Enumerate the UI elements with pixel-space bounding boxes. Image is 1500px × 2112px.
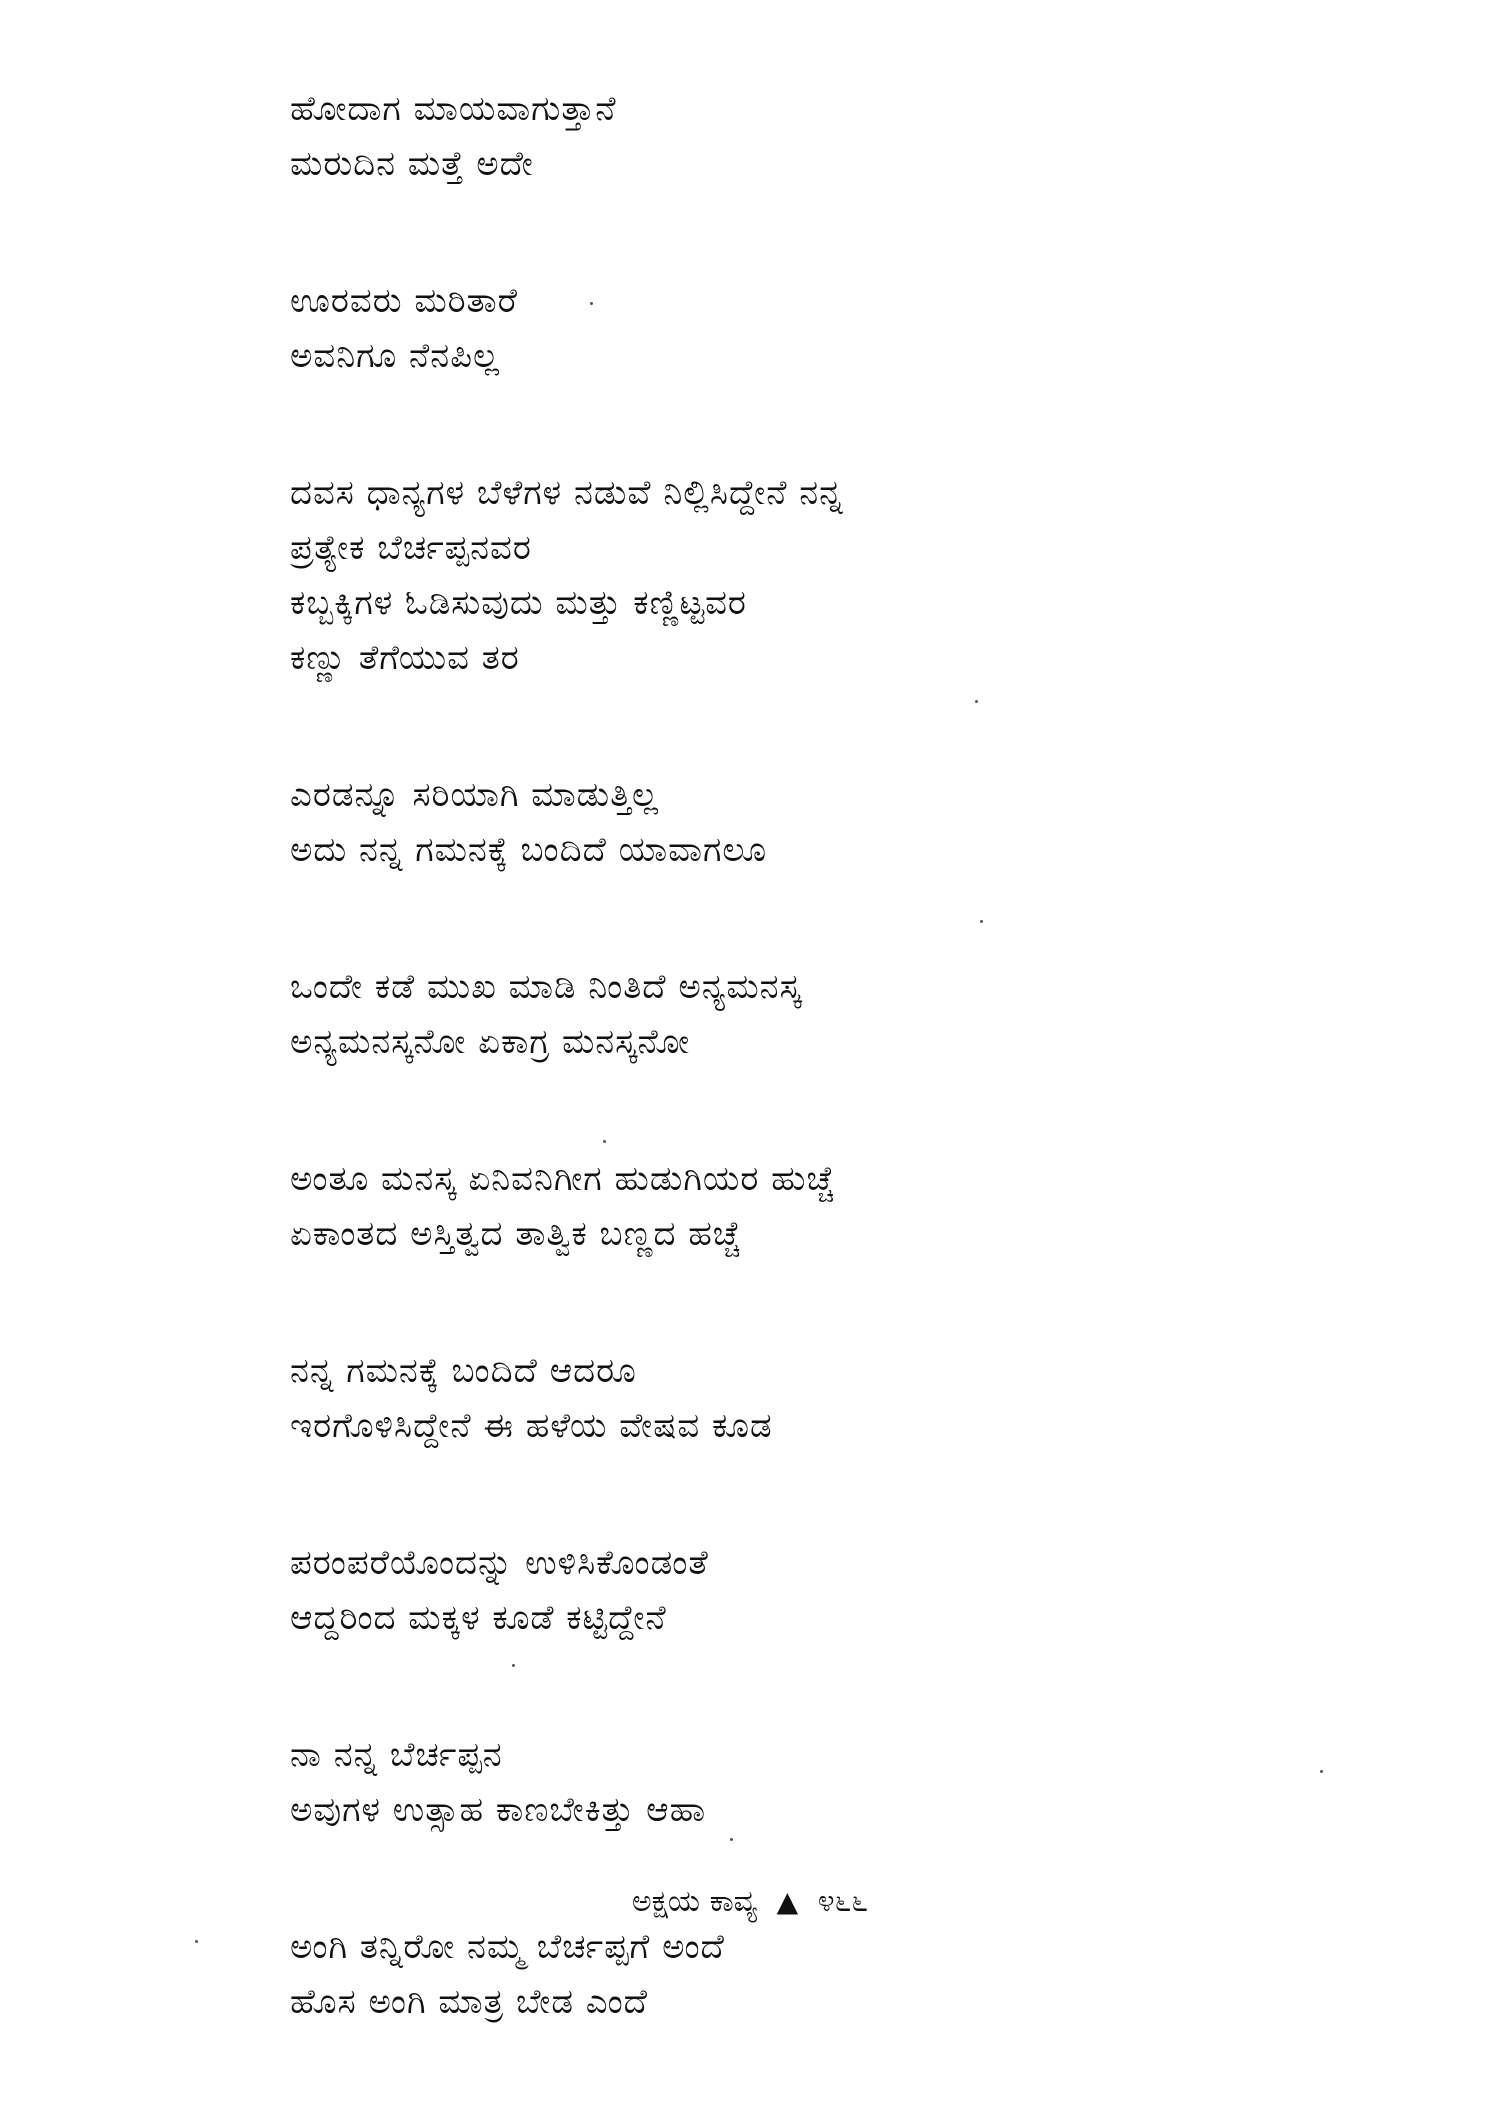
poem-body xyxy=(290,82,1290,2112)
scan-speck xyxy=(195,1940,198,1943)
poem-line: ಹೊಸ ಅಂಗಿ ಮಾತ್ರ ಬೇಡ ಎಂದೆ xyxy=(290,1982,648,2022)
stanza xyxy=(290,82,1290,192)
scan-speck xyxy=(730,1838,733,1841)
page-number: ೪೬೬ xyxy=(817,1884,869,1919)
scan-speck xyxy=(975,700,978,703)
stanza xyxy=(290,1536,1290,1646)
poem-line: ಮರುದಿನ ಮತ್ತೆ ಅದೇ xyxy=(290,144,534,184)
stanza xyxy=(290,274,1290,384)
stanza xyxy=(290,1920,1290,2030)
poem-line: ನಾ ನನ್ನ ಬೆರ್ಚಪ್ಪನ xyxy=(290,1735,503,1775)
stanza xyxy=(290,1152,1290,1262)
poem-line: ಕಬ್ಬಕ್ಕಿಗಳ ಓಡಿಸುವುದು ಮತ್ತು ಕಣ್ಣಿಟ್ಟವರ xyxy=(290,583,747,623)
triangle-separator-icon: ▲ xyxy=(776,1885,799,1918)
poem-line: ನನ್ನ ಗಮನಕ್ಕೆ ಬಂದಿದೆ ಆದರೂ xyxy=(290,1351,637,1391)
poem-line: ಅವನಿಗೂ ನೆನಪಿಲ್ಲ xyxy=(290,336,501,376)
poem-line: ಹೋದಾಗ ಮಾಯವಾಗುತ್ತಾನೆ xyxy=(290,89,617,129)
poem-line: ಏಕಾಂತದ ಅಸ್ತಿತ್ವದ ತಾತ್ವಿಕ ಬಣ್ಣದ ಹಚ್ಚೆ xyxy=(290,1214,742,1254)
scan-speck xyxy=(512,1664,515,1667)
poem-line: ಪರಂಪರೆಯೊಂದನ್ನು ಉಳಿಸಿಕೊಂಡಂತೆ xyxy=(290,1543,709,1583)
stanza xyxy=(290,768,1290,878)
book-title: ಅಕ್ಷಯ ಕಾವ್ಯ xyxy=(631,1884,758,1919)
page-footer xyxy=(0,1880,1500,1924)
poem-line: ಅನ್ಯಮನಸ್ಕನೋ ಏಕಾಗ್ರ ಮನಸ್ಕನೋ xyxy=(290,1022,691,1062)
poem-line: ಅವುಗಳ ಉತ್ಸಾಹ ಕಾಣಬೇಕಿತ್ತು ಆಹಾ xyxy=(290,1790,707,1830)
stanza xyxy=(290,1344,1290,1454)
poem-line: ಅಂಗಿ ತನ್ನಿರೋ ನಮ್ಮ ಬೆರ್ಚಪ್ಪಗೆ ಅಂದೆ xyxy=(290,1927,725,1967)
scan-speck xyxy=(603,1140,606,1143)
poem-line: ಆದ್ದರಿಂದ ಮಕ್ಕಳ ಕೂಡೆ ಕಟ್ಟಿದ್ದೇನೆ xyxy=(290,1598,667,1638)
scan-speck xyxy=(980,920,983,923)
poem-line: ದವಸ ಧಾನ್ಯಗಳ ಬೆಳೆಗಳ ನಡುವೆ ನಿಲ್ಲಿಸಿದ್ದೇನೆ ನನ್ನ xyxy=(290,473,844,513)
stanza xyxy=(290,960,1290,1070)
poem-line: ಕಣ್ಣು ತೆಗೆಯುವ ತರ xyxy=(290,638,520,678)
poem-line: ಅಂತೂ ಮನಸ್ಕ ಏನಿವನಿಗೀಗ ಹುಡುಗಿಯರ ಹುಚ್ಚೆ xyxy=(290,1159,836,1199)
poem-line: ಪ್ರತ್ಯೇಕ ಬೆರ್ಚಪ್ಪನವರ xyxy=(290,528,532,568)
scan-speck xyxy=(590,302,593,305)
poem-line: ಇರಗೊಳಿಸಿದ್ದೇನೆ ಈ ಹಳೆಯ ವೇಷವ ಕೂಡ xyxy=(290,1406,773,1446)
poem-line: ಎರಡನ್ನೂ ಸರಿಯಾಗಿ ಮಾಡುತ್ತಿಲ್ಲ xyxy=(290,775,660,815)
poem-line: ಊರವರು ಮರಿತಾರೆ xyxy=(290,281,518,321)
poem-line: ಒಂದೇ ಕಡೆ ಮುಖ ಮಾಡಿ ನಿಂತಿದೆ ಅನ್ಯಮನಸ್ಕ xyxy=(290,967,802,1007)
scan-speck xyxy=(1320,1770,1323,1773)
poem-line: ಅದು ನನ್ನ ಗಮನಕ್ಕೆ ಬಂದಿದೆ ಯಾವಾಗಲೂ xyxy=(290,830,768,870)
stanza xyxy=(290,466,1290,686)
stanza xyxy=(290,1728,1290,1838)
